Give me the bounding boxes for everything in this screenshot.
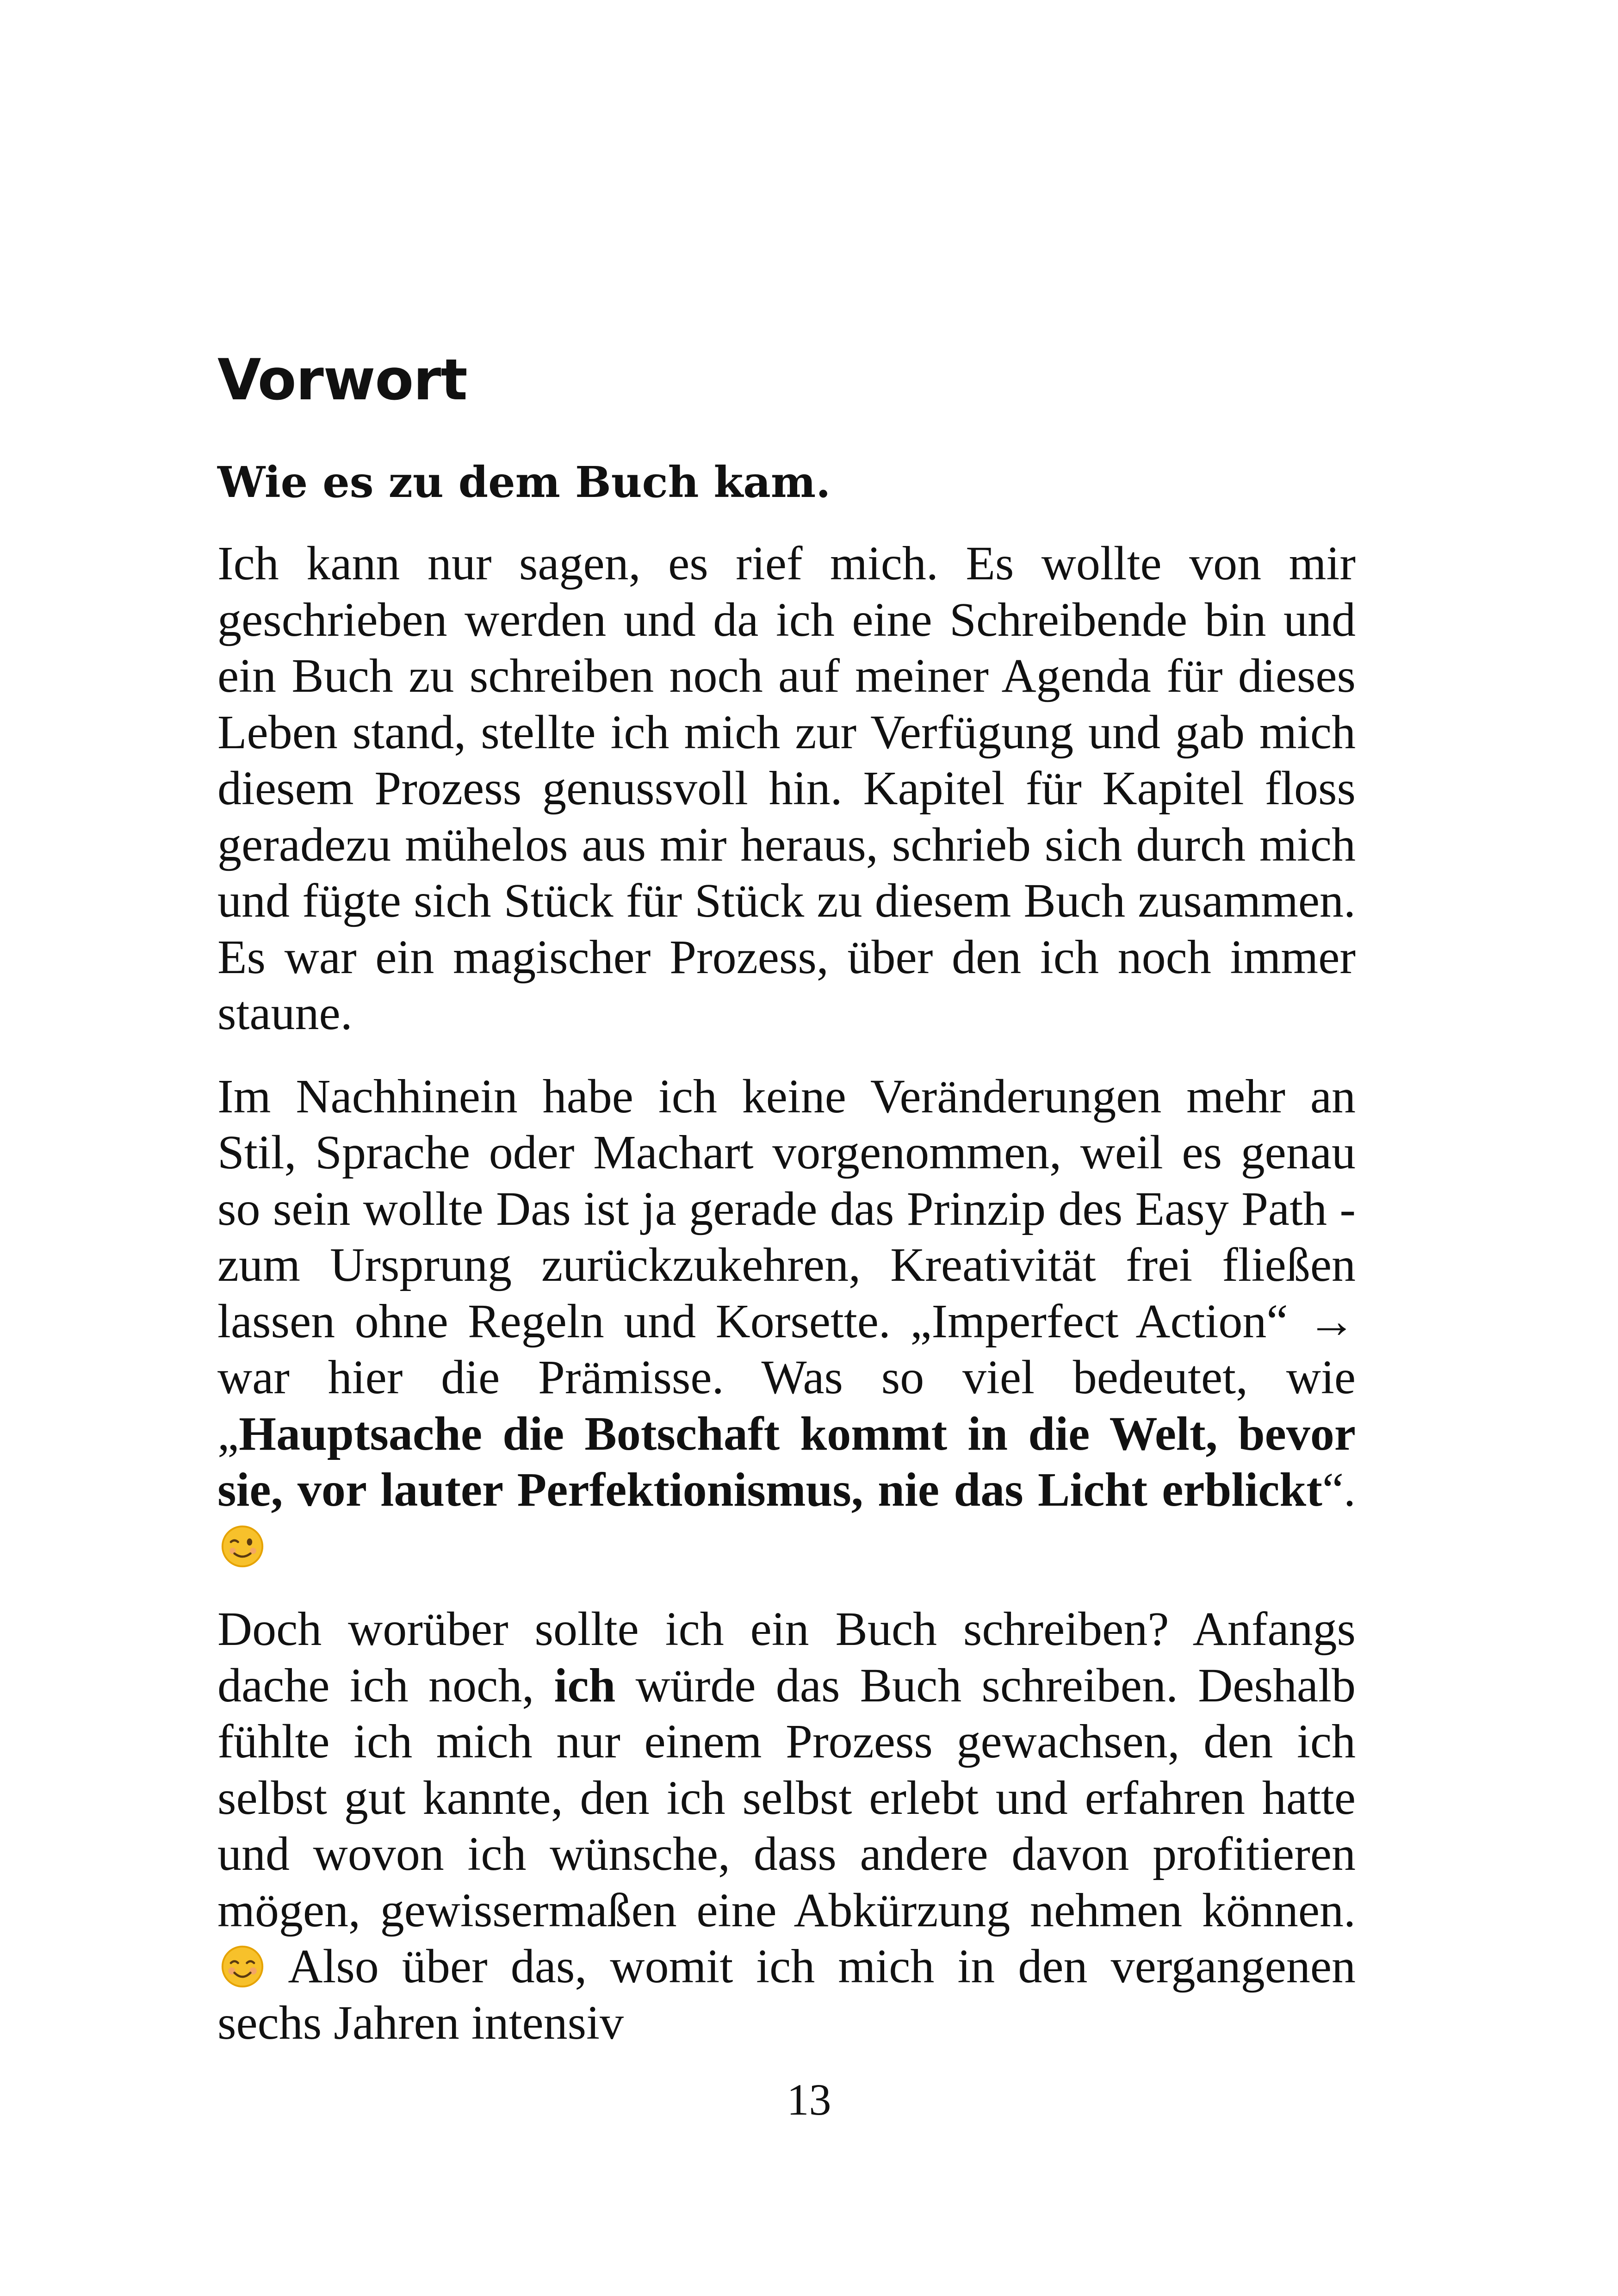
paragraph-3 bbox=[217, 1601, 1356, 2051]
paragraph-3-bold: ich bbox=[554, 1658, 616, 1712]
paragraph-2-text-end: “. bbox=[1322, 1463, 1356, 1517]
section-title: Wie es zu dem Buch kam. bbox=[217, 457, 831, 507]
paragraph-2 bbox=[217, 1068, 1356, 1575]
paragraph-3-text-a: Doch worüber sollte ich ein Buch schreiben? Anfangs dache ich noch, bbox=[217, 1602, 1356, 1712]
winking-face-icon bbox=[220, 1524, 265, 1569]
paragraph-1-text: Ich kann nur sagen, es rief mich. Es wollte von mir geschrieben werden und da ich eine Schreibende bin und ein Buch zu schreiben noch auf meiner Agenda für dieses Leben stand, stellte ich mich zur Verfügung und gab mich diesem Prozess genussvoll hin. Kapitel für Kapitel floss geradezu mühelos aus mir heraus, schrieb sich durch mich und fügte sich Stück für Stück zu diesem Buch zusammen. Es war ein magischer Prozess, über den ich noch immer staune. bbox=[217, 537, 1356, 1040]
paragraph-2-text-a: Im Nachhinein habe ich keine Veränderungen mehr an Stil, Sprache oder Machart vorgenommen, weil es genau so sein wollte Das ist ja gerade das Prinzip des Easy Path - zum Ursprung zurückzukehren, Kreativität frei fließen lassen ohne Regeln und Korsette. „Imperfect Action“ bbox=[217, 1069, 1356, 1348]
chapter-title: Vorwort bbox=[217, 347, 467, 413]
paragraph-2-text-b: war hier die Prämisse. Was so viel bedeutet, wie „ bbox=[217, 1351, 1356, 1460]
page-content bbox=[217, 324, 1356, 2051]
paragraph-3-text-b: würde das Buch schreiben. Deshalb fühlte ich mich nur einem Prozess gewachsen, den ich selbst gut kannte, den ich selbst erlebt und erfahren hatte und wovon ich wünsche, dass andere davon profitieren mögen, gewissermaßen eine Abkürzung nehmen können. bbox=[217, 1658, 1356, 1937]
paragraph-3-text-c: Also über das, womit ich mich in den vergangenen sechs Jahren intensiv bbox=[217, 1940, 1356, 2049]
smiling-face-icon bbox=[220, 1944, 265, 1989]
arrow-icon: → bbox=[1308, 1294, 1356, 1348]
paragraph-1 bbox=[217, 535, 1356, 1042]
paragraph-2-bold-quote: Hauptsache die Botschaft kommt in die Welt, bevor sie, vor lauter Perfektionismus, nie das Licht erblickt bbox=[217, 1407, 1356, 1517]
page-number: 13 bbox=[787, 2075, 831, 2124]
